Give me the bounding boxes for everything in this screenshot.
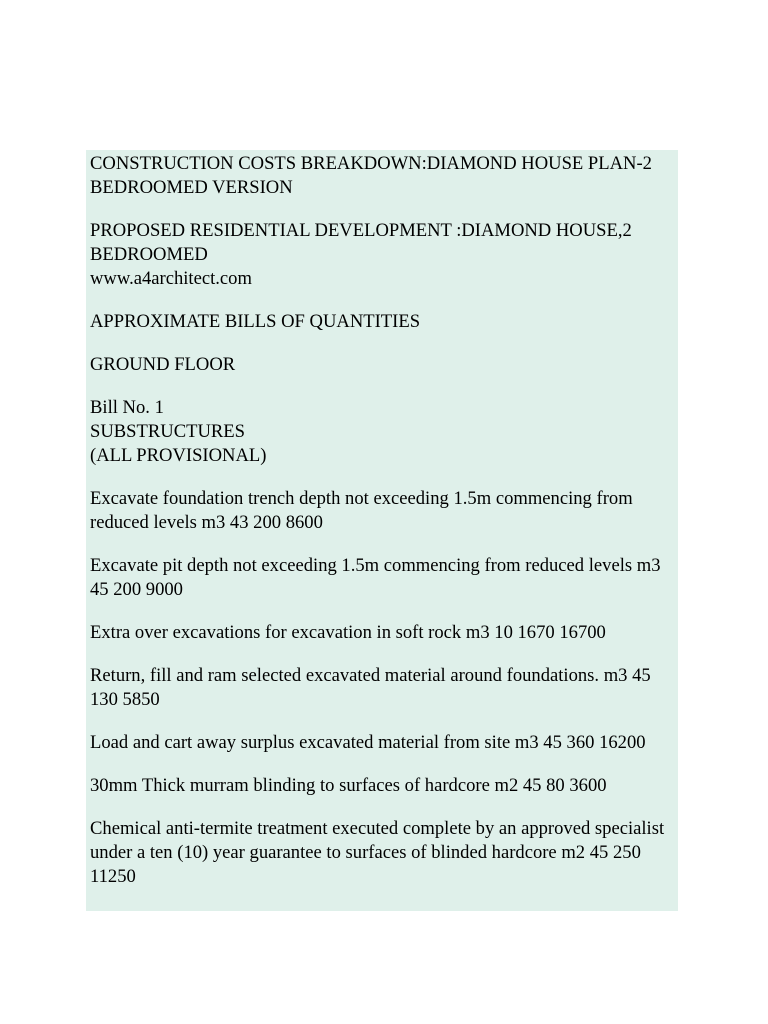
document-text-block — [86, 150, 678, 911]
section-title: APPROXIMATE BILLS OF QUANTITIES — [90, 311, 421, 332]
bill-number: Bill No. 1 — [90, 397, 164, 418]
bill-note: (ALL PROVISIONAL) — [90, 445, 267, 466]
bill-item: Return, fill and ram selected excavated material around foundations. m3 45 130 5850 — [90, 665, 651, 710]
website-link[interactable]: www.a4architect.com — [90, 268, 252, 289]
bill-item: Load and cart away surplus excavated material from site m3 45 360 16200 — [90, 732, 646, 753]
bill-item: Extra over excavations for excavation in soft rock m3 10 1670 16700 — [90, 622, 606, 643]
bill-item: Excavate pit depth not exceeding 1.5m commencing from reduced levels m3 45 200 9000 — [90, 555, 661, 600]
floor-title: GROUND FLOOR — [90, 354, 236, 375]
bill-item: 30mm Thick murram blinding to surfaces of hardcore m2 45 80 3600 — [90, 775, 607, 796]
bill-item: Excavate foundation trench depth not exceeding 1.5m commencing from reduced levels m3 43 200 8600 — [90, 488, 633, 533]
bill-item: Chemical anti-termite treatment executed complete by an approved specialist under a ten (10) year guarantee to surfaces of blinded hardcore m2 45 250 11250 — [90, 818, 665, 887]
bill-name: SUBSTRUCTURES — [90, 421, 245, 442]
project-title: PROPOSED RESIDENTIAL DEVELOPMENT :DIAMOND HOUSE,2 BEDROOMED — [90, 220, 632, 265]
document-title: CONSTRUCTION COSTS BREAKDOWN:DIAMOND HOUSE PLAN-2 BEDROOMED VERSION — [90, 153, 652, 198]
